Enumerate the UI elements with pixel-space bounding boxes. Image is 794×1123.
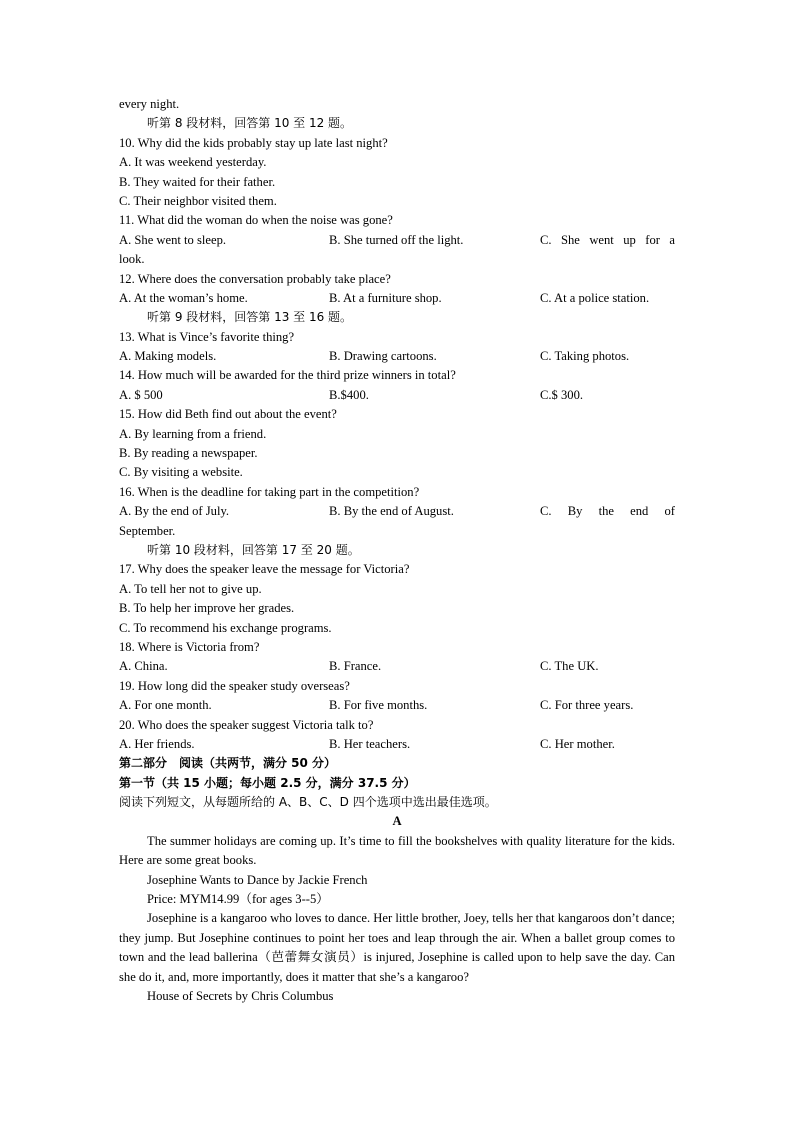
- section-instruction: 听第 9 段材料，回答第 13 至 16 题。: [147, 310, 353, 325]
- option-16a: A. By the end of July.: [119, 504, 230, 519]
- document-page: [119, 95, 675, 1006]
- option-16c-word: By: [567, 504, 583, 519]
- question-12: 12. Where does the conversation probably take place?: [119, 271, 391, 286]
- option-14b: B.$400.: [329, 387, 369, 402]
- options-12: [119, 289, 675, 308]
- option-14a: A. $ 500: [119, 387, 163, 402]
- options-14: [119, 386, 675, 405]
- text-line: every night.: [119, 97, 180, 111]
- option-15b: B. By reading a newspaper.: [119, 446, 258, 461]
- section-instruction: 听第 8 段材料，回答第 10 至 12 题。: [147, 116, 353, 131]
- option-11c-word: for: [645, 232, 660, 247]
- option-14c: C.$ 300.: [540, 387, 584, 402]
- question-19: 19. How long did the speaker study overseas?: [119, 678, 350, 693]
- question-17: 17. Why does the speaker leave the message for Victoria?: [119, 562, 410, 577]
- question-11: 11. What did the woman do when the noise was gone?: [119, 213, 393, 228]
- section-heading: 第一节（共 15 小题；每小题 2.5 分，满分 37.5 分）: [119, 775, 416, 790]
- option-16c-word: the: [598, 504, 614, 519]
- option-16c-word: of: [664, 504, 675, 519]
- option-18a: A. China.: [119, 659, 168, 674]
- option-20b: B. Her teachers.: [329, 736, 411, 751]
- option-11c-word: went: [589, 232, 614, 247]
- option-18b: B. France.: [329, 659, 382, 674]
- option-15c: C. By visiting a website.: [119, 465, 243, 480]
- options-19: [119, 696, 675, 715]
- passage-paragraph: Josephine is a kangaroo who loves to dance. Her little brother, Joey, tells her that kangaroos don’t dance; they jump. But Josephine continues to point her toes and leap through the air. When a ballet group comes to town and the lead ballerina（芭蕾舞女演员）is injured, Josephine is called upon to help save the day. Can she do it, and, more importantly, does it matter that she’s a kangaroo?: [119, 911, 675, 984]
- option-19b: B. For five months.: [329, 698, 428, 713]
- option-16c-continued: September.: [119, 523, 176, 538]
- question-20: 20. Who does the speaker suggest Victoria talk to?: [119, 717, 374, 732]
- options-20: [119, 735, 675, 754]
- option-18c: C. The UK.: [540, 659, 599, 674]
- question-15: 15. How did Beth find out about the event?: [119, 407, 337, 422]
- question-16: 16. When is the deadline for taking part in the competition?: [119, 484, 420, 499]
- option-11c: [540, 231, 675, 250]
- passage-label: A: [392, 814, 402, 829]
- option-11c-continued: look.: [119, 252, 145, 267]
- option-13b: B. Drawing cartoons.: [329, 349, 437, 364]
- option-17a: A. To tell her not to give up.: [119, 581, 262, 596]
- option-20c: C. Her mother.: [540, 736, 615, 751]
- option-11c-word: C.: [540, 232, 552, 247]
- option-11c-word: a: [669, 232, 675, 247]
- option-16c-word: end: [630, 504, 649, 519]
- option-19a: A. For one month.: [119, 698, 212, 713]
- option-12b: B. At a furniture shop.: [329, 290, 442, 305]
- passage-paragraph: The summer holidays are coming up. It’s time to fill the bookshelves with quality literature for the kids. Here are some great books.: [119, 833, 675, 868]
- option-15a: A. By learning from a friend.: [119, 426, 267, 441]
- option-16c: [540, 502, 675, 521]
- options-16: [119, 502, 675, 521]
- option-17c: C. To recommend his exchange programs.: [119, 620, 332, 635]
- options-18: [119, 657, 675, 676]
- option-16c-word: C.: [540, 504, 552, 519]
- option-13c: C. Taking photos.: [540, 349, 630, 364]
- option-11c-word: She: [561, 232, 580, 247]
- option-20a: A. Her friends.: [119, 736, 195, 751]
- book-title: House of Secrets by Chris Columbus: [147, 989, 334, 1004]
- reading-instruction: 阅读下列短文，从每题所给的 A、B、C、D 四个选项中选出最佳选项。: [119, 795, 497, 810]
- section-instruction: 听第 10 段材料，回答第 17 至 20 题。: [147, 542, 360, 557]
- part-heading: 第二部分 阅读（共两节，满分 50 分）: [119, 756, 337, 771]
- book-title: Josephine Wants to Dance by Jackie French: [147, 872, 368, 887]
- option-10b: B. They waited for their father.: [119, 174, 276, 189]
- question-18: 18. Where is Victoria from?: [119, 639, 260, 654]
- option-12c: C. At a police station.: [540, 290, 650, 305]
- option-13a: A. Making models.: [119, 349, 217, 364]
- option-17b: B. To help her improve her grades.: [119, 601, 295, 616]
- option-11b: B. She turned off the light.: [329, 232, 464, 247]
- option-19c: C. For three years.: [540, 698, 634, 713]
- option-10c: C. Their neighbor visited them.: [119, 193, 277, 208]
- question-13: 13. What is Vince’s favorite thing?: [119, 329, 295, 344]
- option-11c-word: up: [623, 232, 636, 247]
- question-10: 10. Why did the kids probably stay up late last night?: [119, 135, 388, 150]
- options-11: [119, 231, 675, 250]
- option-11a: A. She went to sleep.: [119, 232, 227, 247]
- book-price: Price: MYM14.99（for ages 3--5）: [147, 892, 329, 907]
- option-16b: B. By the end of August.: [329, 504, 454, 519]
- options-13: [119, 347, 675, 366]
- option-12a: A. At the woman’s home.: [119, 290, 248, 305]
- option-10a: A. It was weekend yesterday.: [119, 155, 267, 170]
- question-14: 14. How much will be awarded for the third prize winners in total?: [119, 368, 456, 383]
